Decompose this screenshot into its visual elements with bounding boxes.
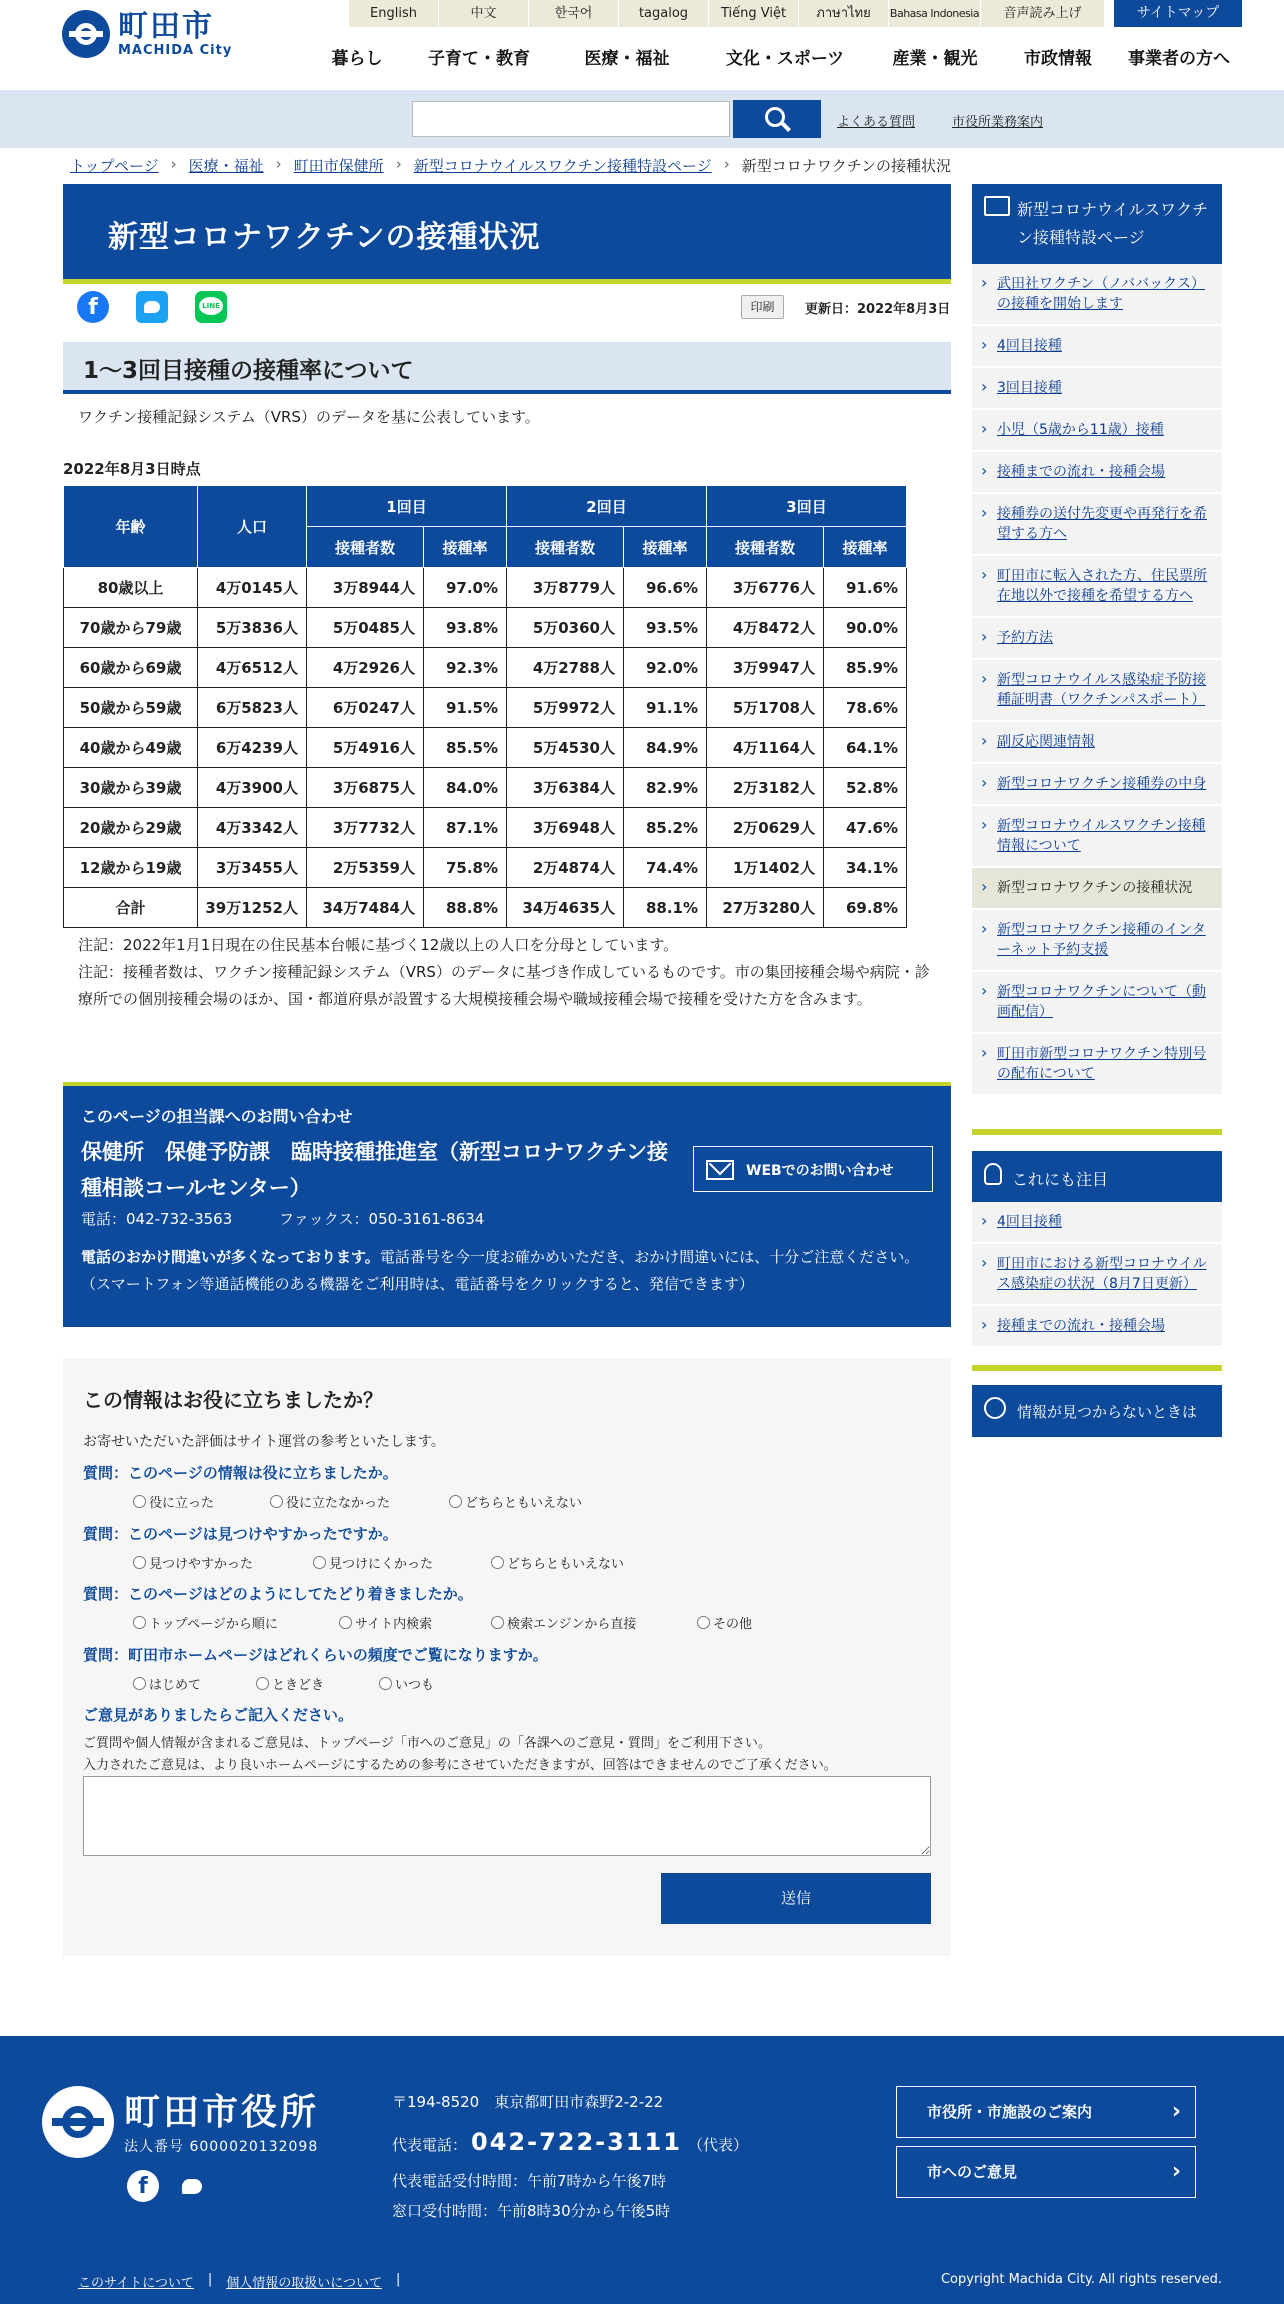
table-row: [64, 888, 907, 928]
privacy-link[interactable]: 個人情報の取扱いについて: [226, 2276, 382, 2291]
col-header-rate: 接種率: [824, 527, 907, 568]
sidebar-item[interactable]: › 接種券の送付先変更や再発行を希望する方へ: [972, 494, 1222, 556]
table-cell: 4万6512人: [198, 648, 307, 688]
city-emblem-icon: [42, 2086, 114, 2158]
lang-korean[interactable]: 한국어: [528, 0, 618, 27]
submit-button[interactable]: 送信: [661, 1873, 931, 1924]
radio-not-useful[interactable]: 役に立たなかった: [270, 1492, 390, 1511]
sidebar-item[interactable]: › 接種までの流れ・接種会場: [972, 1306, 1222, 1348]
contact-note-bold: 電話のおかけ間違いが多くなっております。: [81, 1248, 380, 1266]
lang-tagalog[interactable]: tagalog: [618, 0, 708, 27]
footer-counter-hours: 窓口受付時間：午前8時30分から午後5時: [392, 2202, 671, 2220]
table-cell: 5万3836人: [198, 608, 307, 648]
col-header-count: 接種者数: [507, 527, 624, 568]
table-cell: 93.5%: [624, 608, 707, 648]
global-nav: [310, 44, 1242, 69]
sidebar-item[interactable]: › 接種までの流れ・接種会場: [972, 452, 1222, 494]
col-header-rate: 接種率: [424, 527, 507, 568]
col-header-population: 人口: [198, 486, 307, 568]
note-1: 注記：2022年1月1日現在の住民基本台帳に基づく12歳以上の人口を分母としています。: [78, 936, 679, 954]
breadcrumb-medical[interactable]: 医療・福祉: [188, 157, 264, 175]
table-cell: 6万4239人: [198, 728, 307, 768]
table-cell: 88.8%: [424, 888, 507, 928]
table-notes: [78, 932, 938, 1013]
feedback-title: この情報はお役に立ちましたか？: [83, 1388, 383, 1412]
breadcrumb: [70, 155, 951, 176]
copyright: Copyright Machida City. All rights reserved.: [940, 2272, 1222, 2287]
print-button[interactable]: 印刷: [741, 295, 784, 319]
breadcrumb-chevron-icon: ›: [170, 155, 177, 173]
sidebar-heading-text: 新型コロナウイルスワクチン接種特設ページ: [1017, 200, 1209, 247]
language-bar: [348, 0, 1104, 27]
feedback-hint-2: 入力されたご意見は、より良いホームページにするための参考にさせていただきますが、回答はできませんのでご了承ください。: [83, 1758, 837, 1773]
sidebar-item[interactable]: › 町田市新型コロナワクチン特別号の配布について: [972, 1034, 1222, 1096]
table-cell: 4万2788人: [507, 648, 624, 688]
about-site-link[interactable]: このサイトについて: [78, 2276, 194, 2291]
table-cell: 3万6776人: [707, 568, 824, 608]
age-cell: 80歳以上: [64, 568, 198, 608]
divider: [972, 1129, 1222, 1135]
footer-twitter-icon[interactable]: [180, 2176, 204, 2196]
table-cell: 47.6%: [824, 808, 907, 848]
table-cell: 5万1708人: [707, 688, 824, 728]
facilities-guide-button[interactable]: 市役所・市施設のご案内 ›: [896, 2086, 1196, 2138]
sidebar-item[interactable]: › 町田市に転入された方、住民票所在地以外で接種を希望する方へ: [972, 556, 1222, 618]
line-share-icon[interactable]: LINE: [195, 291, 227, 323]
radio-hard-to-find[interactable]: 見つけにくかった: [313, 1553, 433, 1572]
site-logo[interactable]: [62, 10, 232, 58]
contact-heading: このページの担当課へのお問い合わせ: [81, 1107, 353, 1126]
table-cell: 91.6%: [824, 568, 907, 608]
city-services-link[interactable]: 市役所業務案内: [952, 115, 1044, 130]
search-band: [0, 90, 1284, 148]
faq-link[interactable]: よくある質問: [837, 115, 916, 130]
table-cell: 2万3182人: [707, 768, 824, 808]
feedback-textarea[interactable]: [83, 1776, 931, 1856]
lang-thai[interactable]: ภาษาไทย: [798, 0, 888, 27]
sidebar-item[interactable]: › 副反応関連情報: [972, 722, 1222, 764]
table-cell: 78.6%: [824, 688, 907, 728]
twitter-share-icon[interactable]: [136, 291, 168, 323]
nav-industry[interactable]: 産業・観光: [892, 49, 978, 69]
footer-phone-number[interactable]: 042-722-3111: [471, 2128, 682, 2156]
table-cell: 85.9%: [824, 648, 907, 688]
col-header-rate: 接種率: [624, 527, 707, 568]
breadcrumb-health-center[interactable]: 町田市保健所: [293, 157, 384, 175]
feedback-intro: お寄せいただいた評価はサイト運営の参考といたします。: [83, 1434, 445, 1450]
city-emblem-icon: [62, 10, 110, 58]
feedback-hint-1: ご質問や個人情報が含まれるご意見は、トップページ「市へのご意見」の「各課へのご意見・質問」をご利用下さい。: [83, 1736, 771, 1751]
as-of-date: 2022年8月3日時点: [63, 460, 201, 478]
table-cell: 2万4874人: [507, 848, 624, 888]
sidebar-item[interactable]: › 小児（5歳から11歳）接種: [972, 410, 1222, 452]
site-footer: [0, 2036, 1284, 2304]
logo-name-jp: 町田市: [118, 8, 214, 44]
table-cell: 85.5%: [424, 728, 507, 768]
table-cell: 39万1252人: [198, 888, 307, 928]
table-cell: 6万0247人: [307, 688, 424, 728]
sidebar-heading-2-text: これにも注目: [1012, 1170, 1109, 1189]
search-help-icon: [984, 1397, 1006, 1419]
age-cell: 合計: [64, 888, 198, 928]
question-4: 質問：町田市ホームページはどれくらいの頻度でご覧になりますか。: [83, 1646, 548, 1664]
section-heading-text: 1～3回目接種の接種率について: [83, 358, 414, 384]
table-cell: 84.9%: [624, 728, 707, 768]
sidebar-item[interactable]: › 3回目接種: [972, 368, 1222, 410]
table-row: [64, 648, 907, 688]
table-cell: 34.1%: [824, 848, 907, 888]
table-cell: 85.2%: [624, 808, 707, 848]
table-row: [64, 808, 907, 848]
opinions-button[interactable]: 市へのご意見 ›: [896, 2146, 1196, 2198]
table-row: [64, 688, 907, 728]
breadcrumb-current: 新型コロナワクチンの接種状況: [741, 157, 952, 175]
web-inquiry-button[interactable]: [693, 1146, 933, 1192]
search-button[interactable]: [733, 100, 821, 138]
breadcrumb-top[interactable]: トップページ: [70, 157, 159, 175]
footer-links: このサイトについて | 個人情報の取扱いについて |: [78, 2272, 401, 2291]
table-cell: 3万6948人: [507, 808, 624, 848]
radio-first-time[interactable]: はじめて: [133, 1674, 201, 1693]
age-cell: 12歳から19歳: [64, 848, 198, 888]
col-header-age: 年齢: [64, 486, 198, 568]
table-cell: 64.1%: [824, 728, 907, 768]
age-cell: 70歳から79歳: [64, 608, 198, 648]
table-cell: 97.0%: [424, 568, 507, 608]
table-cell: 3万7732人: [307, 808, 424, 848]
footer-phone-label: 代表電話：: [392, 2136, 468, 2154]
sidebar-item[interactable]: › 武田社ワクチン（ノババックス）の接種を開始します: [972, 264, 1222, 326]
breadcrumb-chevron-icon: ›: [395, 155, 402, 173]
radio-other[interactable]: その他: [697, 1613, 752, 1632]
not-found-button[interactable]: [972, 1385, 1222, 1437]
table-cell: 88.1%: [624, 888, 707, 928]
table-cell: 96.6%: [624, 568, 707, 608]
lang-english[interactable]: English: [348, 0, 438, 27]
table-cell: 4万3900人: [198, 768, 307, 808]
table-cell: 3万6875人: [307, 768, 424, 808]
sidebar-heading-2: [972, 1151, 1222, 1203]
table-cell: 4万3342人: [198, 808, 307, 848]
table-cell: 5万4916人: [307, 728, 424, 768]
radio-site-search[interactable]: サイト内検索: [339, 1613, 432, 1632]
contact-department: 保健所 保健予防課 臨時接種推進室（新型コロナワクチン接種相談コールセンター）: [81, 1140, 668, 1200]
table-cell: 3万6384人: [507, 768, 624, 808]
sidebar-item[interactable]: › 4回目接種: [972, 1202, 1222, 1244]
table-cell: 4万8472人: [707, 608, 824, 648]
not-found-label: 情報が見つからないときは: [1017, 1403, 1198, 1421]
radio-useful[interactable]: 役に立った: [133, 1492, 214, 1511]
table-cell: 92.0%: [624, 648, 707, 688]
radio-from-top[interactable]: トップページから順に: [133, 1613, 278, 1632]
table-cell: 5万9972人: [507, 688, 624, 728]
age-cell: 30歳から39歳: [64, 768, 198, 808]
col-header-dose2: 2回目: [507, 486, 707, 527]
radio-neutral-1[interactable]: どちらともいえない: [449, 1492, 582, 1511]
col-header-dose3: 3回目: [707, 486, 907, 527]
table-cell: 92.3%: [424, 648, 507, 688]
search-input[interactable]: [412, 101, 730, 137]
table-cell: 87.1%: [424, 808, 507, 848]
sidebar-item[interactable]: › 町田市における新型コロナウイルス感染症の状況（8月7日更新）: [972, 1244, 1222, 1306]
contact-box: [63, 1082, 951, 1327]
radio-easy-to-find[interactable]: 見つけやすかった: [133, 1553, 253, 1572]
breadcrumb-chevron-icon: ›: [275, 155, 282, 173]
nav-culture[interactable]: 文化・スポーツ: [725, 49, 845, 69]
table-row: [64, 848, 907, 888]
lightbulb-icon: [984, 1163, 1002, 1185]
sidebar-item[interactable]: › 新型コロナワクチンについて（動画配信）: [972, 972, 1222, 1034]
table-cell: 90.0%: [824, 608, 907, 648]
web-inquiry-label: WEBでのお問い合わせ: [746, 1163, 894, 1179]
sidebar-item-current: › 新型コロナワクチンの接種状況: [972, 868, 1222, 910]
table-cell: 4万1164人: [707, 728, 824, 768]
sidebar-item[interactable]: › 4回目接種: [972, 326, 1222, 368]
age-cell: 50歳から59歳: [64, 688, 198, 728]
radio-search-engine[interactable]: 検索エンジンから直接: [491, 1613, 636, 1632]
table-cell: 91.1%: [624, 688, 707, 728]
table-row: [64, 728, 907, 768]
breadcrumb-chevron-icon: ›: [723, 155, 730, 173]
breadcrumb-vaccine-page[interactable]: 新型コロナウイルスワクチン接種特設ページ: [413, 157, 712, 175]
updated-date: 更新日：2022年8月3日: [805, 302, 951, 317]
table-cell: 34万7484人: [307, 888, 424, 928]
sidebar-list-2: [972, 1202, 1222, 1348]
section-heading: [63, 342, 951, 394]
table-cell: 1万1402人: [707, 848, 824, 888]
table-row: [64, 608, 907, 648]
footer-phone: [392, 2128, 748, 2156]
footer-phone-hours: 代表電話受付時間：午前7時から午後7時: [392, 2172, 667, 2190]
col-header-count: 接種者数: [707, 527, 824, 568]
footer-city-hall-name: 町田市役所: [124, 2092, 320, 2133]
table-cell: 3万3455人: [198, 848, 307, 888]
table-cell: 5万0360人: [507, 608, 624, 648]
table-cell: 34万4635人: [507, 888, 624, 928]
logo-name-en: MACHIDA City: [118, 42, 233, 58]
question-5: ご意見がありましたらご記入ください。: [83, 1706, 354, 1724]
table-cell: 3万9947人: [707, 648, 824, 688]
site-header: [0, 0, 1284, 90]
mail-icon: [706, 1160, 734, 1180]
sidebar-item[interactable]: › 新型コロナウイルスワクチン接種情報について: [972, 806, 1222, 868]
nav-childcare[interactable]: 子育て・教育: [428, 49, 530, 69]
table-cell: 4万2926人: [307, 648, 424, 688]
sidebar-item[interactable]: › 新型コロナワクチン接種のインターネット予約支援: [972, 910, 1222, 972]
divider: [972, 1365, 1222, 1371]
age-cell: 20歳から29歳: [64, 808, 198, 848]
table-cell: 4万0145人: [198, 568, 307, 608]
table-cell: 91.5%: [424, 688, 507, 728]
voice-reader-link[interactable]: 音声読み上げ: [980, 0, 1104, 27]
table-cell: 75.8%: [424, 848, 507, 888]
table-cell: 3万8779人: [507, 568, 624, 608]
vaccination-table: [63, 485, 907, 928]
contact-fax: ファックス：050-3161-8634: [279, 1210, 485, 1228]
question-2: 質問：このページは見つけやすかったですか。: [83, 1525, 398, 1543]
nav-business[interactable]: 事業者の方へ: [1128, 49, 1230, 69]
table-cell: 27万3280人: [707, 888, 824, 928]
page-title: 新型コロナワクチンの接種状況: [108, 220, 541, 255]
sidebar-item[interactable]: › 新型コロナウイルス感染症予防接種証明書（ワクチンパスポート）: [972, 660, 1222, 722]
note-2: 注記：接種者数は、ワクチン接種記録システム（VRS）のデータに基づき作成しているものです。市の集団接種会場や病院・診療所での個別接種会場のほか、国・都道府県が設置する大規模接種会場や職域接種会場で接種を受けた方を含みます。: [78, 963, 930, 1008]
facebook-share-icon[interactable]: f: [77, 291, 109, 323]
table-cell: 3万8944人: [307, 568, 424, 608]
contact-phone[interactable]: 電話：042-732-3563: [81, 1210, 233, 1228]
footer-facebook-icon[interactable]: f: [127, 2170, 159, 2202]
table-cell: 5万0485人: [307, 608, 424, 648]
footer-address: 〒194-8520 東京都町田市森野2-2-22: [392, 2093, 664, 2111]
question-3: 質問：このページはどのようにしてたどり着きましたか。: [83, 1585, 473, 1603]
table-cell: 5万4530人: [507, 728, 624, 768]
feedback-form: [63, 1358, 951, 1956]
table-cell: 82.9%: [624, 768, 707, 808]
table-cell: 2万0629人: [707, 808, 824, 848]
table-cell: 93.8%: [424, 608, 507, 648]
footer-phone-suffix: （代表）: [687, 2136, 748, 2154]
table-cell: 84.0%: [424, 768, 507, 808]
table-cell: 2万5359人: [307, 848, 424, 888]
lang-indonesian[interactable]: Bahasa Indonesia: [888, 0, 980, 27]
question-1: 質問：このページの情報は役に立ちましたか。: [83, 1464, 398, 1482]
radio-always[interactable]: いつも: [379, 1674, 434, 1693]
col-header-count: 接種者数: [307, 527, 424, 568]
lang-vietnamese[interactable]: Tiếng Việt: [708, 0, 798, 27]
sidebar-item[interactable]: › 新型コロナワクチン接種券の中身: [972, 764, 1222, 806]
lang-chinese[interactable]: 中文: [438, 0, 528, 27]
age-cell: 60歳から69歳: [64, 648, 198, 688]
footer-corporate-number: 法人番号 6000020132098: [124, 2139, 319, 2155]
sidebar-item[interactable]: › 予約方法: [972, 618, 1222, 660]
radio-neutral-2[interactable]: どちらともいえない: [491, 1553, 624, 1572]
nav-city-info[interactable]: 市政情報: [1024, 49, 1092, 69]
table-cell: 6万5823人: [198, 688, 307, 728]
nav-living[interactable]: 暮らし: [331, 49, 383, 69]
folder-icon: [984, 196, 1010, 216]
sitemap-button[interactable]: サイトマップ: [1114, 0, 1242, 27]
table-row: [64, 568, 907, 608]
table-cell: 52.8%: [824, 768, 907, 808]
table-row: [64, 768, 907, 808]
sidebar-heading[interactable]: [972, 184, 1222, 264]
col-header-dose1: 1回目: [307, 486, 507, 527]
age-cell: 40歳から49歳: [64, 728, 198, 768]
contact-note-text: 電話番号を今一度お確かめいただき、おかけ間違いには、十分ご注意ください。（スマートフォン等通話機能のある機器をご利用時は、電話番号をクリックすると、発信できます）: [81, 1248, 920, 1293]
page-title-box: [63, 184, 951, 284]
contact-note: [81, 1244, 941, 1298]
intro-text: ワクチン接種記録システム（VRS）のデータを基に公表しています。: [78, 408, 540, 426]
radio-sometimes[interactable]: ときどき: [256, 1674, 324, 1693]
nav-medical[interactable]: 医療・福祉: [584, 49, 670, 69]
table-cell: 74.4%: [624, 848, 707, 888]
sidebar-list: [972, 264, 1222, 1096]
table-cell: 69.8%: [824, 888, 907, 928]
